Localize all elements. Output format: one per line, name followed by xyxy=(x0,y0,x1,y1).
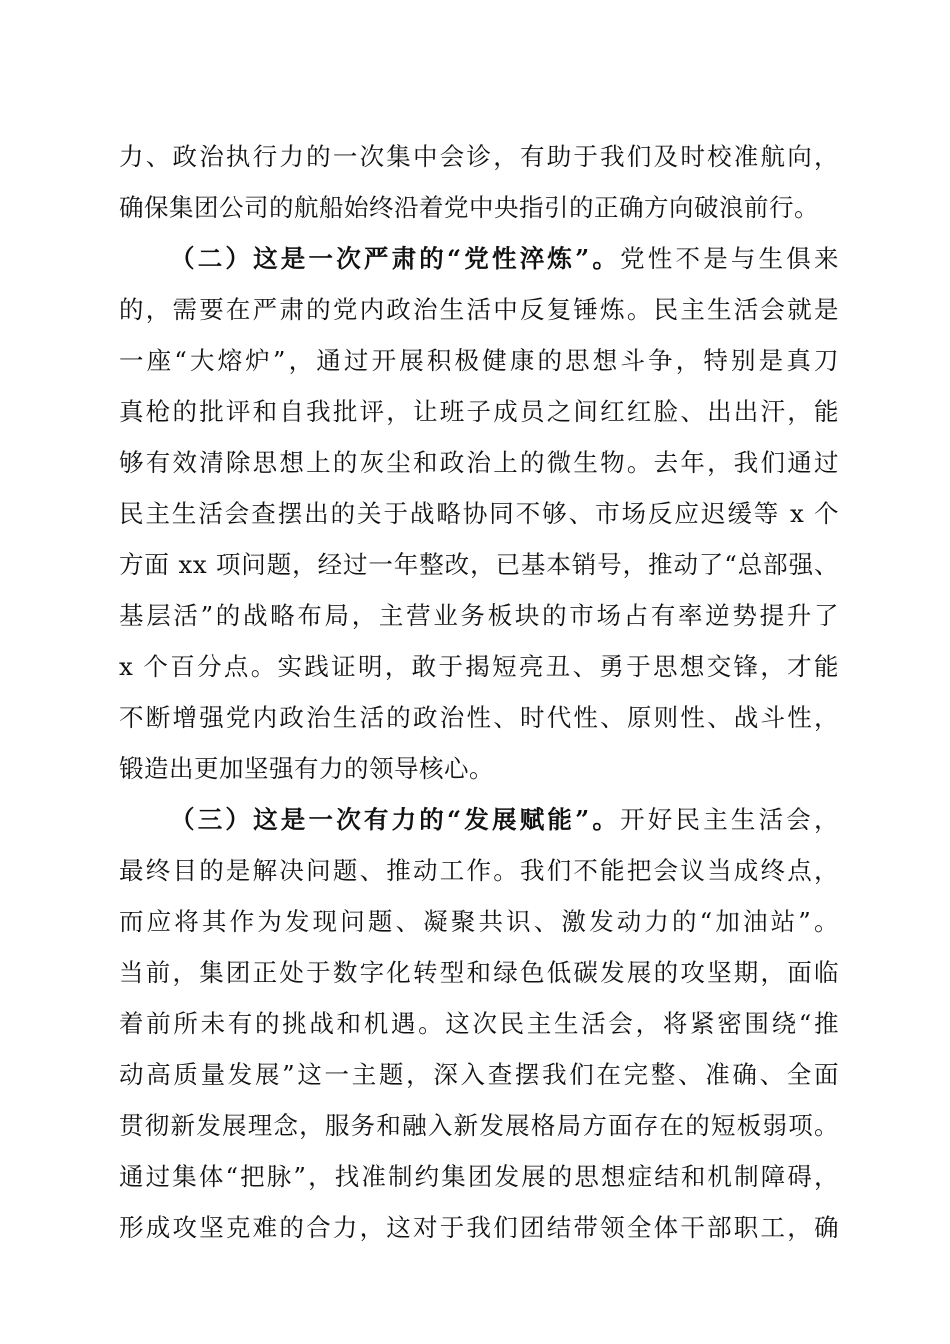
paragraph-first-line xyxy=(170,244,839,274)
text-line: 确保集团公司的航船始终沿着党中央指引的正确方向破浪前行。 xyxy=(119,193,819,222)
text-line: 最终目的是解决问题、推动工作。我们不能把会议当成终点， xyxy=(119,856,839,885)
text-line: 贯彻新发展理念，服务和融入新发展格局方面存在的短板弱项。 xyxy=(119,1111,839,1140)
text-span: 开好民主生活会， xyxy=(620,805,839,834)
text-line: 通过集体“把脉”，找准制约集团发展的思想症结和机制障碍， xyxy=(119,1162,839,1191)
text-line: 的，需要在严肃的党内政治生活中反复锤炼。民主生活会就是 xyxy=(119,295,839,324)
text-line: 着前所未有的挑战和机遇。这次民主生活会，将紧密围绕“推 xyxy=(119,1009,839,1038)
paragraph-heading: （二）这是一次严肃的“党性淬炼”。 xyxy=(170,244,621,273)
text-line: 民主生活会查摆出的关于战略协同不够、市场反应迟缓等 x 个 xyxy=(119,499,839,528)
paragraph-heading: （三）这是一次有力的“发展赋能”。 xyxy=(170,805,621,834)
paragraph-first-line xyxy=(170,805,839,835)
text-line: 力、政治执行力的一次集中会诊，有助于我们及时校准航向， xyxy=(119,142,839,171)
text-line: 一座“大熔炉”，通过开展积极健康的思想斗争，特别是真刀 xyxy=(119,346,839,375)
text-line: 方面 xx 项问题，经过一年整改，已基本销号，推动了“总部强、 xyxy=(119,550,839,579)
text-line: 不断增强党内政治生活的政治性、时代性、原则性、战斗性， xyxy=(119,703,839,732)
text-line: 而应将其作为发现问题、凝聚共识、激发动力的“加油站”。 xyxy=(119,907,839,936)
text-line: 够有效清除思想上的灰尘和政治上的微生物。去年，我们通过 xyxy=(119,448,839,477)
text-line: x 个百分点。实践证明，敢于揭短亮丑、勇于思想交锋，才能 xyxy=(119,652,839,681)
text-line: 真枪的批评和自我批评，让班子成员之间红红脸、出出汗，能 xyxy=(119,397,839,426)
text-line: 锻造出更加坚强有力的领导核心。 xyxy=(119,754,494,783)
text-line: 动高质量发展”这一主题，深入查摆我们在完整、准确、全面 xyxy=(119,1060,839,1089)
text-line: 形成攻坚克难的合力，这对于我们团结带领全体干部职工，确 xyxy=(119,1213,839,1242)
text-line: 基层活”的战略布局，主营业务板块的市场占有率逆势提升了 xyxy=(119,601,839,630)
text-line: 当前，集团正处于数字化转型和绿色低碳发展的攻坚期，面临 xyxy=(119,958,839,987)
text-span: 党性不是与生俱来 xyxy=(620,244,839,273)
